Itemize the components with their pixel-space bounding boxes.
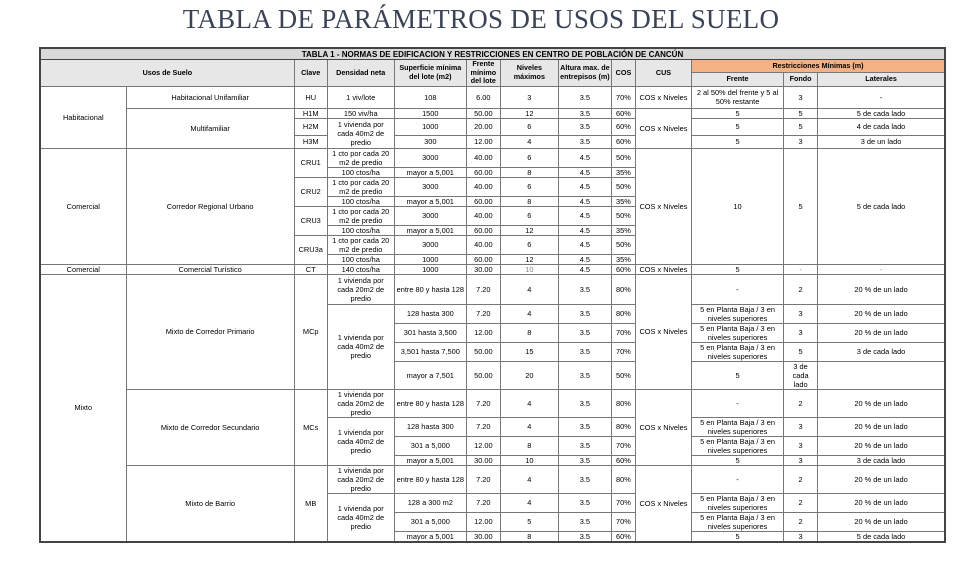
header-cos: COS xyxy=(611,60,635,87)
table-row xyxy=(40,264,945,274)
clave-cell: H1M xyxy=(294,108,327,118)
table-cell: 3.5 xyxy=(558,86,611,108)
table-row xyxy=(40,389,945,417)
table-cell: 3 xyxy=(784,455,818,465)
table-cell: 3.5 xyxy=(558,493,611,512)
table-cell: 5 de cada lado xyxy=(818,531,945,542)
table-cell: 3.5 xyxy=(558,465,611,493)
table-cell: 7.20 xyxy=(466,493,500,512)
table-cell: 12.00 xyxy=(466,323,500,342)
table-cell: 5 en Planta Baja / 3 en niveles superiores xyxy=(692,493,784,512)
table-cell: 100 ctos/ha xyxy=(327,196,394,206)
table-cell: - xyxy=(784,264,818,274)
table-cell: 50% xyxy=(611,235,635,254)
table-cell: 301 a 5,000 xyxy=(394,436,466,455)
table-cell: 3.5 xyxy=(558,436,611,455)
header-superficie: Superficie mínima del lote (m2) xyxy=(394,60,466,87)
table-cell: 3.5 xyxy=(558,531,611,542)
table-cell: 3 de cada lado xyxy=(818,342,945,361)
table-cell: 4 xyxy=(500,417,558,436)
table-cell: 20 % de un lado xyxy=(818,323,945,342)
table-cell: 70% xyxy=(611,436,635,455)
header-usos: Usos de Suelo xyxy=(40,60,294,87)
cus-cell: COS x Niveles xyxy=(635,86,691,108)
table-cell: 5 xyxy=(692,361,784,389)
header-fondo: Fondo xyxy=(784,73,818,86)
table-cell: 20 % de un lado xyxy=(818,389,945,417)
table-cell: 6 xyxy=(500,206,558,225)
table-cell: mayor a 5,001 xyxy=(394,225,466,235)
table-cell: 20 % de un lado xyxy=(818,493,945,512)
table-cell: - xyxy=(692,465,784,493)
table-cell: entre 80 y hasta 128 xyxy=(394,274,466,304)
table-cell: 3 de cada lado xyxy=(784,361,818,389)
table-cell: mayor a 5,001 xyxy=(394,531,466,542)
clave-cell: H3M xyxy=(294,135,327,148)
table-cell: 60% xyxy=(611,455,635,465)
table-cell: 6 xyxy=(500,177,558,196)
subtype-cell: Habitacional Unifamiliar xyxy=(126,86,294,108)
table-cell: 7.20 xyxy=(466,389,500,417)
table-cell: 4.5 xyxy=(558,254,611,264)
table-cell: 140 ctos/ha xyxy=(327,264,394,274)
table-cell: 3 xyxy=(500,86,558,108)
header-laterales: Laterales xyxy=(818,73,945,86)
table-cell: 7.20 xyxy=(466,417,500,436)
table-cell: 12 xyxy=(500,225,558,235)
table-cell: 10 xyxy=(500,455,558,465)
table-cell: 1 cto por cada 20 m2 de predio xyxy=(327,148,394,167)
table-cell: 1 vivienda por cada 40m2 de predio xyxy=(327,417,394,465)
table-cell: 4.5 xyxy=(558,148,611,167)
table-row xyxy=(40,274,945,304)
table-cell: 3 xyxy=(784,531,818,542)
table-cell: 1000 xyxy=(394,254,466,264)
table-cell: 4.5 xyxy=(558,235,611,254)
subtype-cell: Mixto de Corredor Primario xyxy=(126,274,294,389)
subtype-cell: Comercial Turístico xyxy=(126,264,294,274)
table-cell: 3 xyxy=(784,436,818,455)
table-cell: 3.5 xyxy=(558,342,611,361)
table-cell: 3 de un lado xyxy=(818,135,945,148)
table-caption: TABLA 1 - NORMAS DE EDIFICACION Y RESTRICCIONES EN CENTRO DE POBLACIÓN DE CANCÚN xyxy=(40,48,945,60)
table-cell: 40.00 xyxy=(466,235,500,254)
table-cell: 4.5 xyxy=(558,225,611,235)
table-cell: 4.5 xyxy=(558,177,611,196)
table-cell: 4.5 xyxy=(558,264,611,274)
table-cell: 60% xyxy=(611,135,635,148)
header-cus: CUS xyxy=(635,60,691,87)
table-cell: 100 ctos/ha xyxy=(327,225,394,235)
table-cell: 8 xyxy=(500,531,558,542)
subtype-cell: Corredor Regional Urbano xyxy=(126,148,294,264)
table-cell: 1 vivienda por cada 40m2 de predio xyxy=(327,304,394,389)
table-cell: 8 xyxy=(500,323,558,342)
table-cell: 150 viv/ha xyxy=(327,108,394,118)
table-cell: 3000 xyxy=(394,148,466,167)
table-cell: 5 en Planta Baja / 3 en niveles superiores xyxy=(692,436,784,455)
table-cell xyxy=(818,361,945,389)
table-cell: 3 xyxy=(784,304,818,323)
table-cell: 5 xyxy=(692,135,784,148)
table-cell: 100 ctos/ha xyxy=(327,167,394,177)
table-cell: 5 en Planta Baja / 3 en niveles superiores xyxy=(692,512,784,531)
table-cell: 1 vivienda por cada 40m2 de predio xyxy=(327,118,394,148)
table-cell: 50% xyxy=(611,177,635,196)
table-cell: 20 % de un lado xyxy=(818,304,945,323)
table-cell: 5 xyxy=(784,108,818,118)
table-cell: entre 80 y hasta 128 xyxy=(394,389,466,417)
table-row xyxy=(40,465,945,493)
table-cell: 5 en Planta Baja / 3 en niveles superiores xyxy=(692,323,784,342)
table-cell: - xyxy=(692,389,784,417)
table-cell: 3.5 xyxy=(558,512,611,531)
table-cell: 20 % de un lado xyxy=(818,274,945,304)
table-cell: 8 xyxy=(500,196,558,206)
group-cell: Comercial xyxy=(40,264,126,274)
table-cell: mayor a 7,501 xyxy=(394,361,466,389)
table-cell: 35% xyxy=(611,225,635,235)
page-title: TABLA DE PARÁMETROS DE USOS DEL SUELO xyxy=(182,4,780,34)
table-cell: 3 xyxy=(784,417,818,436)
cus-cell: COS x Niveles xyxy=(635,465,691,542)
table-cell: 50.00 xyxy=(466,342,500,361)
header-niveles: Niveles máximos xyxy=(500,60,558,87)
table-cell: - xyxy=(818,264,945,274)
table-cell: 2 xyxy=(784,465,818,493)
table-cell: 3.5 xyxy=(558,304,611,323)
table-cell: 3000 xyxy=(394,177,466,196)
table-cell: 128 a 300 m2 xyxy=(394,493,466,512)
clave-cell: HU xyxy=(294,86,327,108)
table-cell: 5 xyxy=(784,148,818,264)
clave-cell: MCp xyxy=(294,274,327,389)
header-clave: Clave xyxy=(294,60,327,87)
land-use-table xyxy=(39,47,946,543)
table-cell: 20 % de un lado xyxy=(818,436,945,455)
table-cell: 70% xyxy=(611,323,635,342)
table-cell: 5 xyxy=(784,118,818,135)
table-cell: 35% xyxy=(611,196,635,206)
table-cell: 80% xyxy=(611,465,635,493)
table-cell: 35% xyxy=(611,254,635,264)
table-cell: 3.5 xyxy=(558,389,611,417)
table-cell: mayor a 5,001 xyxy=(394,167,466,177)
table-cell: 3.5 xyxy=(558,118,611,135)
table-cell: 20.00 xyxy=(466,118,500,135)
clave-cell: CT xyxy=(294,264,327,274)
table-cell: 70% xyxy=(611,86,635,108)
table-cell: 30.00 xyxy=(466,264,500,274)
table-cell: 30.00 xyxy=(466,531,500,542)
table-cell: 20 % de un lado xyxy=(818,465,945,493)
table-cell: 8 xyxy=(500,436,558,455)
table-cell: mayor a 5,001 xyxy=(394,196,466,206)
table-cell: 60% xyxy=(611,264,635,274)
table-cell: 5 de cada lado xyxy=(818,108,945,118)
table-cell: 6.00 xyxy=(466,86,500,108)
table-cell: 3000 xyxy=(394,206,466,225)
table-cell: 301 a 5,000 xyxy=(394,512,466,531)
table-cell: 6 xyxy=(500,148,558,167)
table-cell: 60% xyxy=(611,531,635,542)
cus-cell: COS x Niveles xyxy=(635,389,691,465)
table-cell: 60.00 xyxy=(466,254,500,264)
table-cell: 3.5 xyxy=(558,274,611,304)
clave-cell: H2M xyxy=(294,118,327,135)
table-cell: 4 xyxy=(500,493,558,512)
table-cell: 2 xyxy=(784,493,818,512)
table-cell: 5 xyxy=(692,264,784,274)
table-cell: 4.5 xyxy=(558,206,611,225)
clave-cell: CRU3a xyxy=(294,235,327,264)
clave-cell: CRU3 xyxy=(294,206,327,235)
group-cell: Habitacional xyxy=(40,86,126,148)
table-cell: 60% xyxy=(611,118,635,135)
table-cell: 5 de cada lado xyxy=(818,148,945,264)
table-cell: 50.00 xyxy=(466,361,500,389)
table-cell: 2 al 50% del frente y 5 al 50% restante xyxy=(692,86,784,108)
clave-cell: MCs xyxy=(294,389,327,465)
table-cell: 2 xyxy=(784,512,818,531)
table-cell: 12.00 xyxy=(466,512,500,531)
header-densidad: Densidad neta xyxy=(327,60,394,87)
table-cell: 3 xyxy=(784,323,818,342)
table-cell: 4.5 xyxy=(558,167,611,177)
table-cell: 60% xyxy=(611,108,635,118)
table-cell: 5 xyxy=(500,512,558,531)
cus-cell: COS x Niveles xyxy=(635,108,691,148)
header-frente-minimo: Frente mínimo del lote xyxy=(466,60,500,87)
table-cell: 5 xyxy=(692,108,784,118)
table-cell: 70% xyxy=(611,342,635,361)
table-cell: 20 xyxy=(500,361,558,389)
table-cell: 40.00 xyxy=(466,206,500,225)
table-cell: 7.20 xyxy=(466,274,500,304)
table-cell: 60.00 xyxy=(466,196,500,206)
table-cell: 301 hasta 3,500 xyxy=(394,323,466,342)
table-cell: - xyxy=(692,274,784,304)
table-cell: - xyxy=(818,86,945,108)
table-cell: 3.5 xyxy=(558,417,611,436)
table-cell: 1 vivienda por cada 40m2 de predio xyxy=(327,493,394,542)
table-cell: 1 vivienda por cada 20m2 de predio xyxy=(327,389,394,417)
table-cell: 3 xyxy=(784,135,818,148)
table-cell: 4 xyxy=(500,465,558,493)
clave-cell: MB xyxy=(294,465,327,542)
table-cell: 3000 xyxy=(394,235,466,254)
table-cell: 1 cto por cada 20 m2 de predio xyxy=(327,177,394,196)
table-cell: 1000 xyxy=(394,264,466,274)
group-cell: Mixto xyxy=(40,274,126,542)
table-cell: 108 xyxy=(394,86,466,108)
table-cell: 20 % de un lado xyxy=(818,512,945,531)
table-cell: 70% xyxy=(611,493,635,512)
table-cell: entre 80 y hasta 128 xyxy=(394,465,466,493)
table-cell: 4.5 xyxy=(558,196,611,206)
table-cell: 12.00 xyxy=(466,436,500,455)
table-cell: 3.5 xyxy=(558,135,611,148)
table-cell: 4 xyxy=(500,135,558,148)
table-cell: 1 vivienda por cada 20m2 de predio xyxy=(327,465,394,493)
table-cell: 5 xyxy=(692,531,784,542)
table-cell: 1 viv/lote xyxy=(327,86,394,108)
table-cell: 8 xyxy=(500,167,558,177)
table-row xyxy=(40,148,945,167)
cus-cell: COS x Niveles xyxy=(635,264,691,274)
group-cell: Comercial xyxy=(40,148,126,264)
table-cell: 128 hasta 300 xyxy=(394,417,466,436)
subtype-cell: Mixto de Corredor Secundario xyxy=(126,389,294,465)
table-cell: 300 xyxy=(394,135,466,148)
table-cell: 35% xyxy=(611,167,635,177)
table-cell: 5 en Planta Baja / 3 en niveles superiores xyxy=(692,304,784,323)
table-cell: 5 xyxy=(692,118,784,135)
table-cell: 3.5 xyxy=(558,455,611,465)
table-cell: 60.00 xyxy=(466,167,500,177)
table-cell: 100 ctos/ha xyxy=(327,254,394,264)
table-cell: 4 xyxy=(500,389,558,417)
table-cell: 40.00 xyxy=(466,148,500,167)
cus-cell: COS x Niveles xyxy=(635,274,691,389)
table-cell: 1500 xyxy=(394,108,466,118)
header-restricciones: Restricciones Mínimas (m) xyxy=(692,60,946,73)
table-cell: 2 xyxy=(784,274,818,304)
table-cell: 50% xyxy=(611,148,635,167)
table-cell: 4 xyxy=(500,304,558,323)
table-row xyxy=(40,108,945,118)
table-cell: 12 xyxy=(500,108,558,118)
table-cell: 50% xyxy=(611,361,635,389)
table-cell: 3,501 hasta 7,500 xyxy=(394,342,466,361)
table-cell: 1 cto por cada 20 m2 de predio xyxy=(327,206,394,225)
table-cell: 12.00 xyxy=(466,135,500,148)
table-cell: 60.00 xyxy=(466,225,500,235)
table-cell: mayor a 5,001 xyxy=(394,455,466,465)
table-cell: 3.5 xyxy=(558,361,611,389)
header-frente: Frente xyxy=(692,73,784,86)
table-cell: 2 xyxy=(784,389,818,417)
table-cell: 4 xyxy=(500,274,558,304)
table-cell: 3.5 xyxy=(558,108,611,118)
table-cell: 12 xyxy=(500,254,558,264)
table-cell: 128 hasta 300 xyxy=(394,304,466,323)
table-cell: 70% xyxy=(611,512,635,531)
table-cell: 50% xyxy=(611,206,635,225)
table-cell: 40.00 xyxy=(466,177,500,196)
table-cell: 1 cto por cada 20 m2 de predio xyxy=(327,235,394,254)
table-cell: 7.20 xyxy=(466,465,500,493)
table-cell: 4 de cada lado xyxy=(818,118,945,135)
table-cell: 80% xyxy=(611,304,635,323)
table-cell: 1 vivienda por cada 20m2 de predio xyxy=(327,274,394,304)
table-row xyxy=(40,86,945,108)
table-cell: 3 de cada lado xyxy=(818,455,945,465)
table-cell: 20 % de un lado xyxy=(818,417,945,436)
subtype-cell: Mixto de Barrio xyxy=(126,465,294,542)
table-cell: 3 xyxy=(784,86,818,108)
table-cell: 5 xyxy=(784,342,818,361)
table-cell: 7.20 xyxy=(466,304,500,323)
table-cell: 15 xyxy=(500,342,558,361)
table-cell: 6 xyxy=(500,118,558,135)
table-cell: 50.00 xyxy=(466,108,500,118)
table-cell: 30.00 xyxy=(466,455,500,465)
table-cell: 5 en Planta Baja / 3 en niveles superiores xyxy=(692,417,784,436)
clave-cell: CRU2 xyxy=(294,177,327,206)
table-cell: 6 xyxy=(500,235,558,254)
table-cell: 3.5 xyxy=(558,323,611,342)
table-cell: 5 en Planta Baja / 3 en niveles superiores xyxy=(692,342,784,361)
table-cell: 80% xyxy=(611,389,635,417)
subtype-cell: Multifamiliar xyxy=(126,108,294,148)
table-cell: 80% xyxy=(611,417,635,436)
table-cell: 1000 xyxy=(394,118,466,135)
table-cell: 10 xyxy=(500,264,558,274)
header-altura: Altura max. de entrepisos (m) xyxy=(558,60,611,87)
clave-cell: CRU1 xyxy=(294,148,327,177)
table-cell: 5 xyxy=(692,455,784,465)
table-cell: 80% xyxy=(611,274,635,304)
cus-cell: COS x Niveles xyxy=(635,148,691,264)
table-cell: 10 xyxy=(692,148,784,264)
